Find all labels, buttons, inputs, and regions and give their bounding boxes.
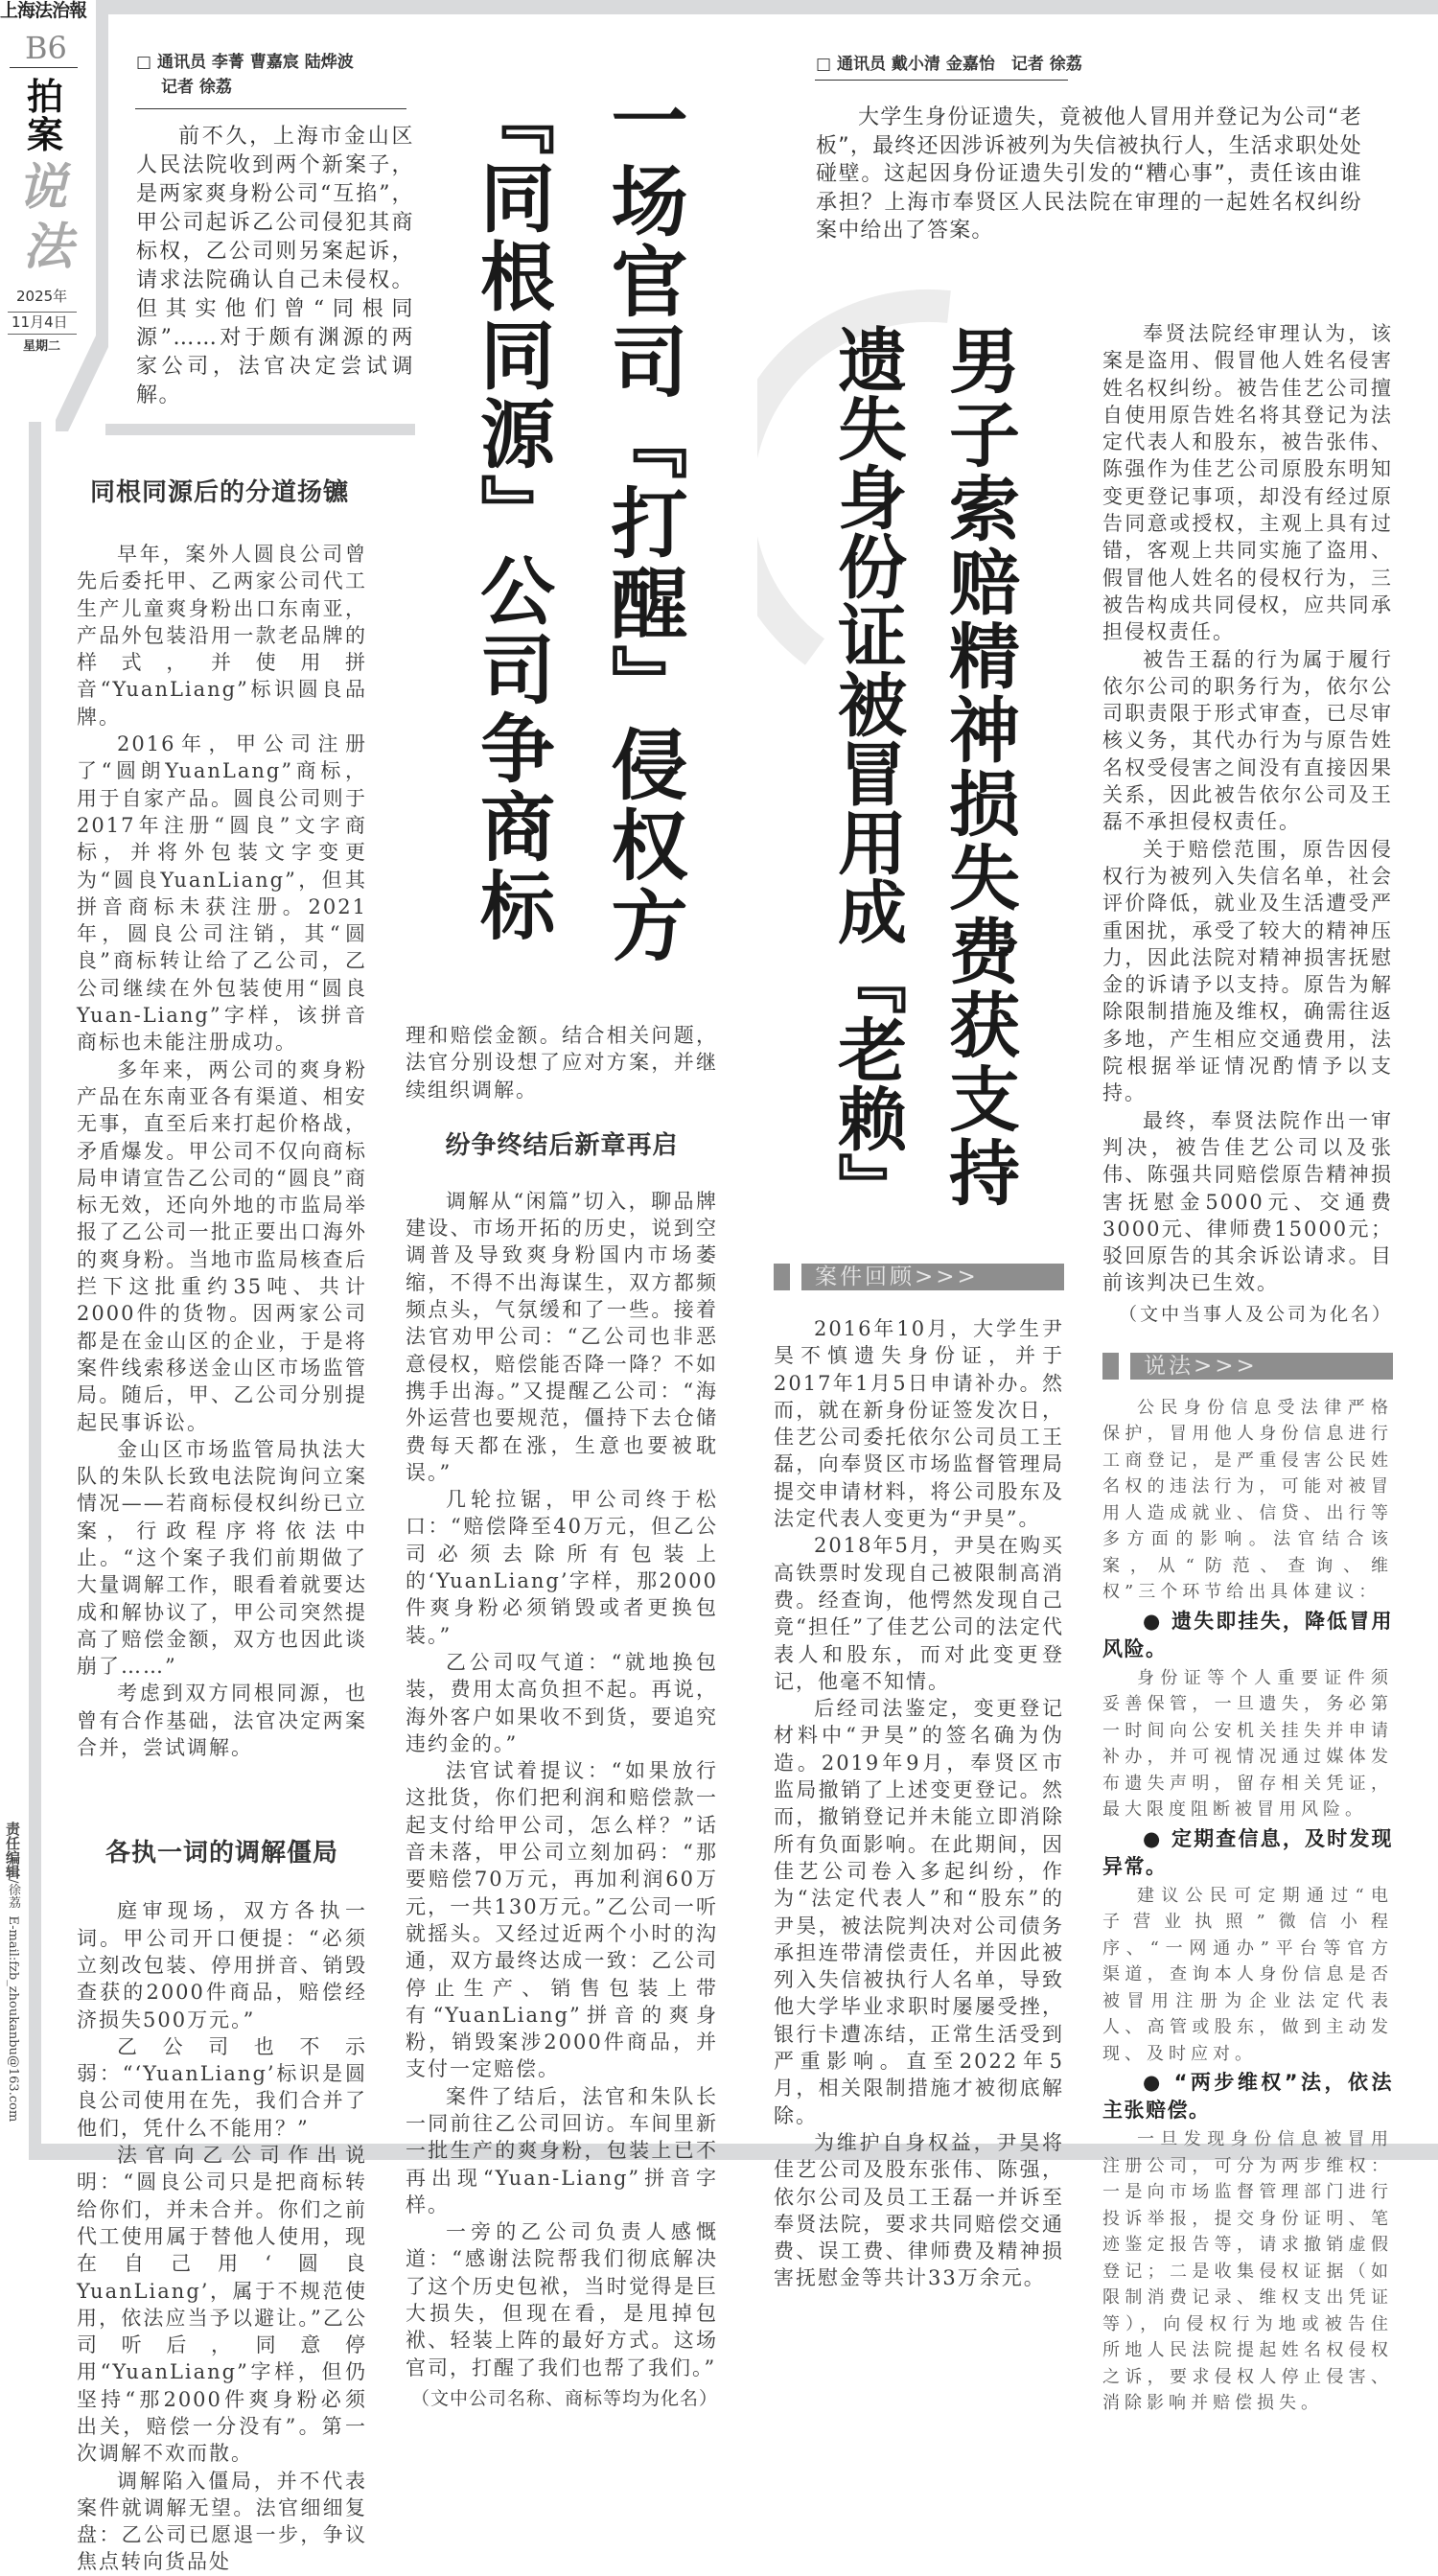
newspaper-logo: 上海法治報	[0, 0, 87, 21]
section-marker	[774, 1264, 790, 1290]
paragraph: 法官试着提议：“如果放行这批货，你们把利润和赔偿款一起支付给甲公司，怎么样？”话音未落，甲公司立刻加码：“那要赔偿70万元，再加利润60万元，一共130万元。”乙公司一听就摇头。又经过近两个小时的沟通，双方最终达成一致：乙公司停止生产、销售包装上带有“YuanLiang”拼音的爽身粉，销毁案涉2000件商品，并支付一定赔偿。	[406, 1759, 718, 2081]
paragraph: 调解从“闲篇”切入，聊品牌建设、市场开拓的历史，说到空调普及导致爽身粉国内市场萎缩，不得不出海谋生，双方都频频点头，气氛缓和了一些。接着法官劝甲公司：“乙公司也非恶意侵权，赔偿能否降一降？不如携手出海。”又提醒乙公司：“海外运营也要规范，僵持下去仓储费每天都在涨，生意也要被耽误。”	[406, 1189, 718, 1484]
paragraph: 几轮拉锯，甲公司终于松口：“赔偿降至40万元，但乙公司必须去除所有包装上的‘YuanLiang’字样，那2000件爽身粉必须销毁或者更换包装。”	[406, 1488, 718, 1647]
frame-left-upper	[96, 0, 108, 345]
section-bar-case-review	[774, 1264, 1064, 1290]
editor-email[interactable]: E-mail:fzb_zhoukanbu@163.com	[6, 1915, 20, 2123]
paragraph: 一旁的乙公司负责人感慨道：“感谢法院帮我们彻底解决了这个历史包袱，当时觉得是巨大损失，但现在看，是甩掉包袱、轻装上阵的最好方式。这场官司，打醒了我们也帮了我们。”	[406, 2220, 718, 2379]
paragraph: 最终，奉贤法院作出一审判决，被告佳艺公司以及张伟、陈强共同赔偿原告精神损害抚慰金5000元、交通费3000元、律师费15000元；驳回原告的其余诉讼请求。目前该判决已生效。	[1102, 1108, 1393, 1295]
paragraph: 为维护自身权益，尹昊将佳艺公司及股东张伟、陈强，依尔公司及员工王磊一并诉至奉贤法院，要求共同赔偿交通费、误工费、律师费及精神损害抚慰金等共计33万余元。	[774, 2130, 1064, 2290]
column-name-pai: 拍	[27, 76, 64, 118]
section-bar-legal-commentary	[1102, 1353, 1393, 1380]
paragraph: 案件了结后，法官和朱队长一同前往乙公司回访。车间里新一批生产的爽身粉，包装上已不再出现“Yuan-Liang”拼音字样。	[406, 2084, 718, 2216]
divider	[815, 80, 1068, 81]
article1-headline-sub: 『同根同源』公司争商标	[468, 81, 554, 945]
section-marker	[1102, 1353, 1119, 1380]
intro-bar	[105, 424, 415, 435]
column-name-shuo: 说	[17, 158, 68, 217]
paragraph: 2016年10月，大学生尹昊不慎遗失身份证，并于2017年1月5日申请补办。然而，就在新身份证签发次日，佳艺公司委托依尔公司员工王磊，向奉贤区市场监督管理局提交申请材料，将公司股东及法定代表人变更为“尹昊”。	[774, 1317, 1064, 1531]
article1-headline-main: 一场官司『打醒』侵权方	[598, 81, 687, 966]
divider	[8, 334, 77, 335]
pseudonym-note: （文中公司名称、商标等均为化名）	[410, 2387, 718, 2409]
editor-name: /徐荔	[6, 1879, 20, 1909]
byline-reporter: 记者 徐荔	[161, 78, 232, 97]
pseudonym-note: （文中当事人及公司为化名）	[1118, 1303, 1393, 1325]
editor-credit	[4, 1822, 21, 2122]
advice-heading: ● 定期查信息，及时发现异常。	[1102, 1826, 1393, 1878]
section-title: 案件回顾>>>	[801, 1264, 1064, 1290]
subheading: 同根同源后的分道扬镳	[90, 478, 350, 507]
article1-byline	[136, 50, 414, 100]
paragraph: 后经司法鉴定，变更登记材料中“尹昊”的签名确为伪造。2019年9月，奉贤区市监局撤销了上述变更登记。然而，撤销登记并未能立即消除所有负面影响。在此期间，因佳艺公司卷入多起纠纷，作为“法定代表人”和“股东”的尹昊，被法院判决对公司债务承担连带清偿责任，并因此被列入失信被执行人名单，导致他大学毕业求职时屡屡受挫，银行卡遭冻结，正常生活受到严重影响。直至2022年5月，相关限制措施才被彻底解除。	[774, 1697, 1064, 2127]
article2-byline: □ 通讯员 戴小清 金嘉怡 记者 徐荔	[816, 55, 1082, 74]
editor-label: 责任编辑	[4, 1822, 21, 1879]
issue-date: 11月4日	[12, 313, 68, 331]
paragraph: 金山区市场监管局执法大队的朱队长致电法院询问立案情况——若商标侵权纠纷已立案，行政程序将依法中止。“这个案子我们前期做了大量调解工作，眼看着就要达成和解协议了，甲公司突然提高了赔偿金额，双方也因此谈崩了……”	[77, 1437, 367, 1679]
frame-left-lower	[29, 422, 41, 2160]
paragraph: 法官向乙公司作出说明：“圆良公司只是把商标转给你们，并未合并。你们之前代工使用属于替他人使用，现在自己用‘圆良YuanLiang’，属于不规范使用，依法应当予以避让。”乙公司听后，同意停用“YuanLiang”字样，但仍坚持“那2000件爽身粉必须出关，赔偿一分没有”。第一次调解不欢而散。	[77, 2144, 367, 2466]
paragraph: 2016年，甲公司注册了“圆朗YuanLang”商标，用于自家产品。圆良公司则于2017年注册“圆良”文字商标，并将外包装文字变更为“圆良YuanLiang”，但其拼音商标未获注册。2021年，圆良公司注销，其“圆良”商标转让给了乙公司，乙公司继续在外包装使用“圆良Yuan-Liang”字样，该拼音商标也未能注册成功。	[77, 732, 367, 1055]
article1-column-2	[406, 1022, 718, 2412]
paragraph: 调解陷入僵局，并不代表案件就调解无望。法官细细复盘：乙公司已愿退一步，争议焦点转向货品处	[77, 2469, 367, 2574]
frame-top	[96, 0, 1438, 14]
divider	[8, 312, 77, 313]
paragraph: 一旦发现身份信息被冒用注册公司，可分为两步维权：一是向市场监督管理部门进行投诉举报，提交身份证明、笔迹鉴定报告等，请求撤销虚假登记；二是收集侵权证据（如限制消费记录、维权支出凭证等），向侵权行为地或被告住所地人民法院提起姓名权侵权之诉，要求侵权人停止侵害、消除影响并赔偿损失。	[1102, 2129, 1393, 2414]
paragraph: 早年，案外人圆良公司曾先后委托甲、乙两家公司代工生产儿童爽身粉出口东南亚，产品外包装沿用一款老品牌的样式，并使用拼音“YuanLiang”标识圆良品牌。	[77, 543, 367, 729]
page-number: B6	[25, 30, 67, 66]
paragraph: 庭审现场，双方各执一词。甲公司开口便提：“必须立刻改包装、停用拼音、销毁查获的2000件商品，赔偿经济损失500万元。”	[77, 1899, 367, 2031]
paragraph: 建议公民可定期通过“电子营业执照”微信小程序、“一网通办”平台等官方渠道，查询本人身份信息是否被冒用注册为企业法定代表人、高管或股东，做到主动发现、及时应对。	[1102, 1885, 1393, 2064]
byline-contributors: □ 通讯员 李菁 曹嘉宸 陆烨波	[136, 53, 354, 72]
paragraph: 考虑到双方同根同源，也曾有合作基础，法官决定两案合并，尝试调解。	[77, 1682, 367, 1760]
section-title: 说法>>>	[1130, 1353, 1393, 1380]
article1-intro: 前不久，上海市金山区人民法院收到两个新案子，是两家爽身粉公司“互掐”，甲公司起诉乙公司侵犯其商标权，乙公司则另案起诉，请求法院确认自己未侵权。但其实他们曾“同根同源”……对于颇有渊源的两家公司，法官决定尝试调解。	[136, 125, 414, 407]
paragraph: 乙公司也不示弱：“‘YuanLiang’标识是圆良公司使用在先，我们合并了他们，凭什么不能用？”	[77, 2034, 367, 2140]
column-name-an: 案	[27, 114, 64, 156]
issue-weekday: 星期二	[23, 339, 61, 354]
paragraph: 理和赔偿金额。结合相关问题，法官分别设想了应对方案，并继续组织调解。	[406, 1024, 718, 1102]
column-name-fa: 法	[23, 218, 74, 276]
subheading: 纷争终结后新章再启	[445, 1130, 679, 1160]
divider	[10, 67, 78, 68]
advice-heading: ● 遗失即挂失，降低冒用风险。	[1102, 1609, 1393, 1660]
advice-heading: ● “两步维权”法，依法主张赔偿。	[1102, 2071, 1393, 2123]
paragraph: 身份证等个人重要证件须妥善保管，一旦遗失，务必第一时间向公安机关挂失并申请补办，并可视情况通过媒体发布遗失声明，留存相关凭证，最大限度阻断被冒用风险。	[1102, 1667, 1393, 1821]
article2-column-2	[1102, 320, 1393, 2417]
article2-headline-main: 男子索赔精神损失费获支持	[938, 324, 1020, 1210]
article2-intro: 大学生身份证遗失，竟被他人冒用并登记为公司“老板”，最终还因涉诉被列为失信被执行人，生活求职处处碰壁。这起因身份证遗失引发的“糟心事”，责任该由谁承担？上海市奉贤区人民法院在审理的一起姓名权纠纷案中给出了答案。	[816, 105, 1362, 243]
paragraph: 乙公司叹气道：“就地换包装，费用太高负担不起。再说，海外客户如果收不到货，要追究违约金的。”	[406, 1650, 718, 1755]
paragraph: 被告王磊的行为属于履行依尔公司的职务行为，依尔公司职责限于形式审查，已尽审核义务，其代办行为与原告姓名权受侵害之间没有直接因果关系，因此被告依尔公司及王磊不承担侵权责任。	[1102, 647, 1393, 834]
article2-headline-sub: 遗失身份证被冒用成『老赖』	[826, 324, 907, 1221]
article2-column-1	[774, 1264, 1064, 2292]
legal-commentary	[1102, 1395, 1393, 2417]
paragraph: 奉贤法院经审理认为，该案是盗用、假冒他人姓名侵害姓名权纠纷。被告佳艺公司擅自使用原告姓名将其登记为法定代表人和股东，被告张伟、陈强作为佳艺公司原股东明知变更登记事项，却没有经过原告同意或授权，主观上具有过错，客观上共同实施了盗用、假冒他人姓名的侵权行为，三被告构成共同侵权，应共同承担侵权责任。	[1102, 322, 1393, 644]
subheading: 各执一词的调解僵局	[104, 1839, 338, 1868]
paragraph: 公民身份信息受法律严格保护，冒用他人身份信息进行工商登记，是严重侵害公民姓名权的违法行为，可能对被冒用人造成就业、信贷、出行等多方面的影响。法官结合该案，从“防范、查询、维权”三个环节给出具体建议：	[1102, 1397, 1393, 1603]
issue-year: 2025年	[16, 288, 68, 305]
paragraph: 多年来，两公司的爽身粉产品在东南亚各有渠道、相安无事，直至后来打起价格战，矛盾爆发。甲公司不仅向商标局申请宣告乙公司的“圆良”商标无效，还向外地的市监局举报了乙公司一批正要出口海外的爽身粉。当地市监局核查后拦下这批重约35吨、共计2000件的货物。因两家公司都是在金山区的企业，于是将案件线索移送金山区市场监管局。随后，甲、乙公司分别提起民事诉讼。	[77, 1057, 367, 1434]
paragraph: 2018年5月，尹昊在购买高铁票时发现自己被限制高消费。经查询，他愕然发现自己竟“担任”了佳艺公司的法定代表人和股东，而对此变更登记，他毫不知情。	[774, 1534, 1064, 1693]
article1-column-1	[77, 477, 367, 2576]
divider	[135, 108, 406, 109]
paragraph: 关于赔偿范围，原告因侵权行为被列入失信名单，社会评价降低，就业及生活遭受严重困扰，承受了较大的精神压力，因此法院对精神损害抚慰金的诉请予以支持。原告为解除限制措施及维权，确需往返多地，产生相应交通费用，法院根据举证情况酌情予以支持。	[1102, 837, 1393, 1105]
